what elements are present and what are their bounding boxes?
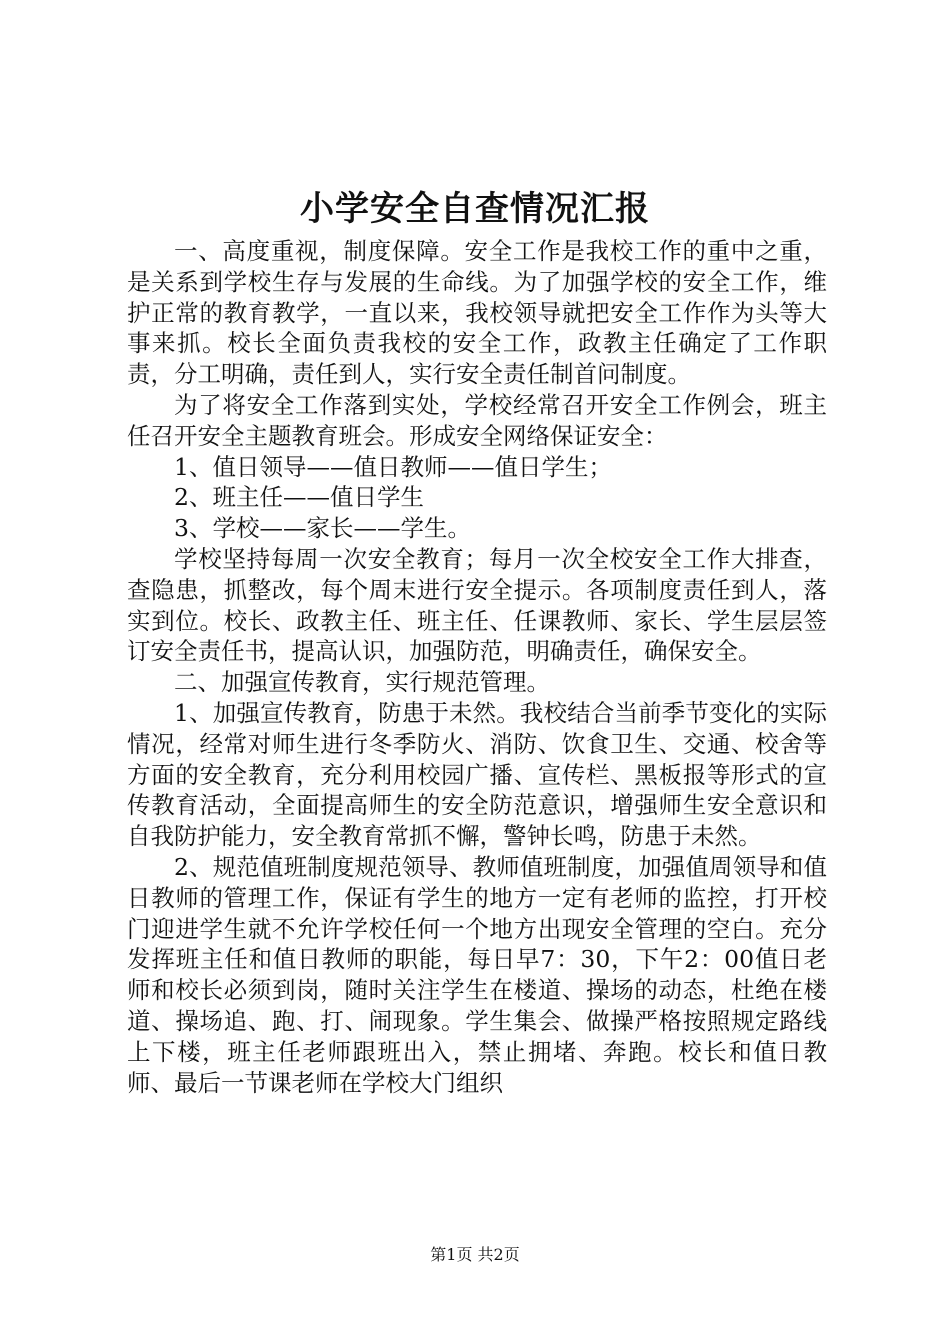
paragraph-4: 1、加强宣传教育，防患于未然。我校结合当前季节变化的实际情况，经常对师生进行冬季防火、消防、饮食卫生、交通、校舍等方面的安全教育，充分利用校园广播、宣传栏、黑板报等形式的宣传教育活动，全面提高师生的安全防范意识，增强师生安全意识和自我防护能力，安全教育常抓不懈，警钟长鸣，防患于未然。 <box>127 698 827 851</box>
document-title: 小学安全自查情况汇报 <box>300 189 650 229</box>
list-item-3: 3、学校——家长——学生。 <box>174 514 471 543</box>
document-body <box>127 236 827 1098</box>
page-footer: 第1页 共2页 <box>430 1245 520 1264</box>
paragraph-3: 学校坚持每周一次安全教育；每月一次全校安全工作大排查，查隐患，抓整改，每个周末进行安全提示。各项制度责任到人，落实到位。校长、政教主任、班主任、任课教师、家长、学生层层签订安全责任书，提高认识，加强防范，明确责任，确保安全。 <box>127 544 827 666</box>
paragraph-1: 一、高度重视，制度保障。安全工作是我校工作的重中之重，是关系到学校生存与发展的生命线。为了加强学校的安全工作，维护正常的教育教学，一直以来，我校领导就把安全工作作为头等大事来抓。校长全面负责我校的安全工作，政教主任确定了工作职责，分工明确，责任到人，实行安全责任制首问制度。 <box>127 237 827 389</box>
list-item-2: 2、班主任——值日学生 <box>174 483 424 512</box>
paragraph-5: 2、规范值班制度规范领导、教师值班制度，加强值周领导和值日教师的管理工作，保证有学生的地方一定有老师的监控，打开校门迎进学生就不允许学校任何一个地方出现安全管理的空白。充分发挥班主任和值日教师的职能，每日早7：30，下午2：00值日老师和校长必须到岗，随时关注学生在楼道、操场的动态，杜绝在楼道、操场追、跑、打、闹现象。学生集会、做操严格按照规定路线上下楼，班主任老师跟班出入，禁止拥堵、奔跑。校长和值日教师、最后一节课老师在学校大门组织 <box>127 852 827 1097</box>
list-item-1: 1、值日领导——值日教师——值日学生； <box>174 452 612 481</box>
paragraph-2: 为了将安全工作落到实处，学校经常召开安全工作例会，班主任召开安全主题教育班会。形成安全网络保证安全： <box>127 390 827 450</box>
section-heading-2: 二、加强宣传教育，实行规范管理。 <box>174 668 550 697</box>
